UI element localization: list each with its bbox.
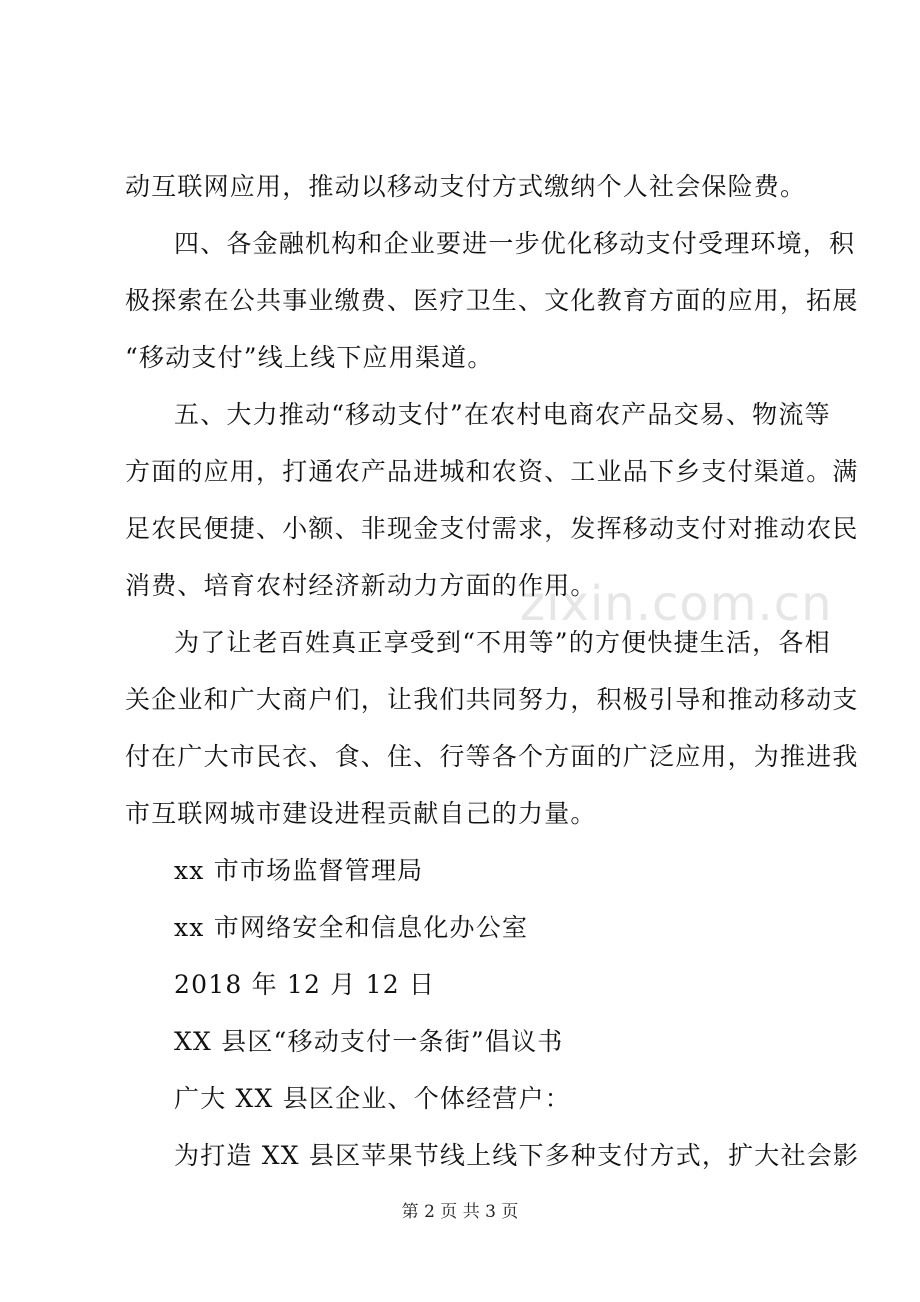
document-title: XX 县区“移动支付一条街”倡议书 (174, 1027, 564, 1056)
watermark: zixin.com.cn (520, 576, 833, 632)
text-line: “移动支付”线上线下应用渠道。 (125, 343, 494, 372)
signature-line: xx 市网络安全和信息化办公室 (174, 913, 529, 942)
signature-line: xx 市市场监督管理局 (174, 856, 424, 885)
text-line: 极探索在公共事业缴费、医疗卫生、文化教育方面的应用，拓展 (125, 286, 859, 315)
text-line: 四、各金融机构和企业要进一步优化移动支付受理环境，积 (174, 229, 856, 258)
text-line: 方面的应用，打通农产品进城和农资、工业品下乡支付渠道。满 (125, 457, 859, 486)
text-line: 消费、培育农村经济新动力方面的作用。 (125, 571, 597, 600)
page-footer: 第 2 页 共 3 页 (401, 1202, 519, 1222)
text-line: 关企业和广大商户们，让我们共同努力，积极引导和推动移动支 (125, 685, 859, 714)
text-line: 足农民便捷、小额、非现金支付需求，发挥移动支付对推动农民 (125, 514, 859, 543)
text-line: 为打造 XX 县区苹果节线上线下多种支付方式，扩大社会影 (174, 1141, 860, 1170)
salutation: 广大 XX 县区企业、个体经营户： (174, 1084, 571, 1113)
text-line: 五、大力推动“移动支付”在农村电商农产品交易、物流等 (174, 400, 831, 429)
text-line: 市互联网城市建设进程贡献自己的力量。 (125, 799, 597, 828)
text-line: 为了让老百姓真正享受到“不用等”的方便快捷生活，各相 (174, 628, 831, 657)
text-line: 付在广大市民衣、食、住、行等各个方面的广泛应用，为推进我 (125, 742, 859, 771)
date-line: 2018 年 12 月 12 日 (174, 970, 436, 999)
text-line: 动互联网应用，推动以移动支付方式缴纳个人社会保险费。 (125, 172, 807, 201)
